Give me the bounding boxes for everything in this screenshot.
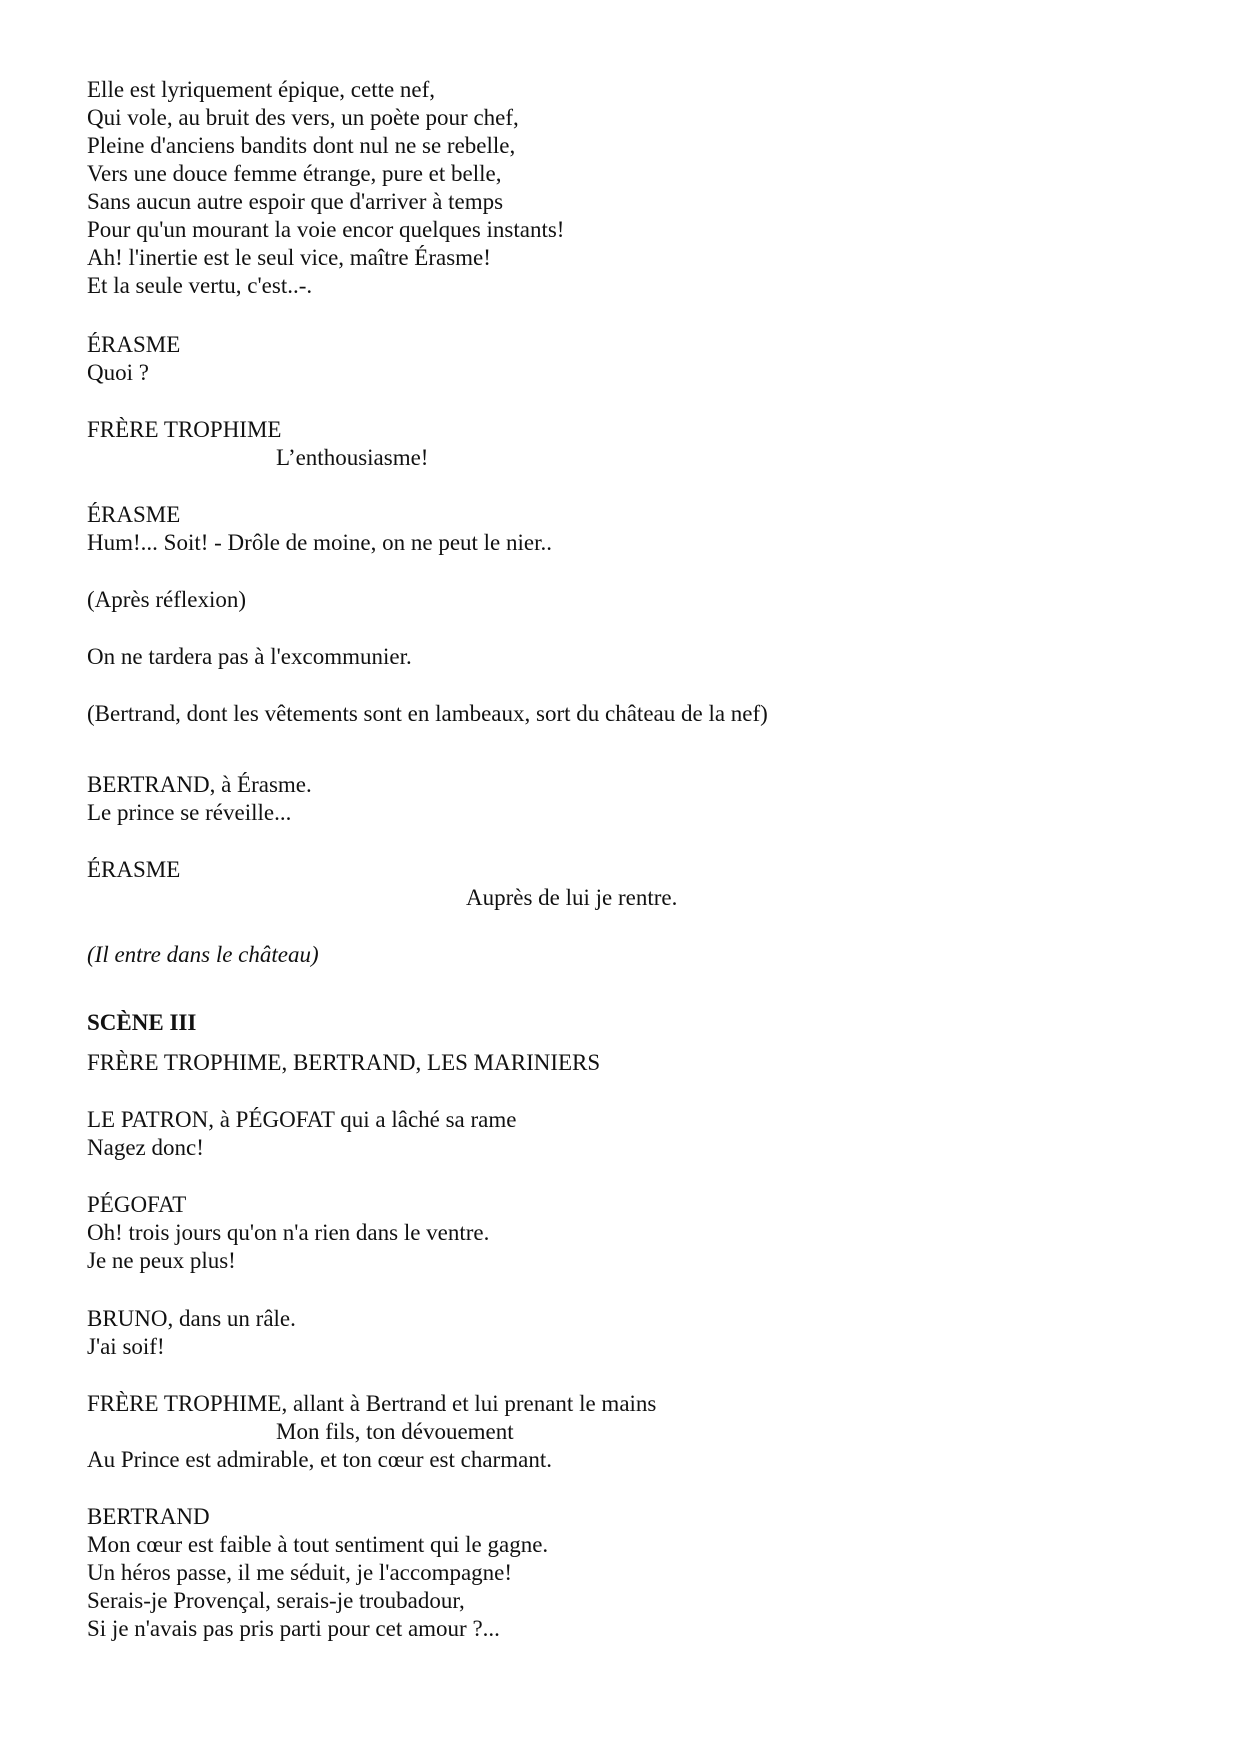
speaker-name: ÉRASME xyxy=(87,857,181,882)
verse-line: Pleine d'anciens bandits dont nul ne se rebelle, xyxy=(87,133,516,158)
verse-line: Qui vole, au bruit des vers, un poète pour chef, xyxy=(87,105,519,130)
speaker-name: ÉRASME xyxy=(87,502,181,527)
scene-title: SCÈNE III xyxy=(87,1010,197,1035)
dialogue-line: Quoi ? xyxy=(87,360,149,385)
verse-line: Et la seule vertu, c'est..-. xyxy=(87,273,313,298)
dialogue-line: Oh! trois jours qu'on n'a rien dans le ventre. xyxy=(87,1220,490,1245)
stage-direction: (Il entre dans le château) xyxy=(87,942,319,967)
verse-line: Pour qu'un mourant la voie encor quelques instants! xyxy=(87,217,565,242)
speaker-name: FRÈRE TROPHIME, allant à Bertrand et lui prenant le mains xyxy=(87,1391,657,1416)
speaker-name: ÉRASME xyxy=(87,332,181,357)
dialogue-line: J'ai soif! xyxy=(87,1334,165,1359)
dialogue-line: Un héros passe, il me séduit, je l'accompagne! xyxy=(87,1560,513,1585)
dialogue-line: Serais-je Provençal, serais-je troubadour, xyxy=(87,1588,465,1613)
dialogue-line: On ne tardera pas à l'excommunier. xyxy=(87,644,412,669)
stage-direction: (Après réflexion) xyxy=(87,587,247,612)
dialogue-line: Je ne peux plus! xyxy=(87,1248,236,1273)
dialogue-line: L’enthousiasme! xyxy=(276,445,429,470)
dialogue-line: Mon fils, ton dévouement xyxy=(276,1419,514,1444)
verse-line: Vers une douce femme étrange, pure et belle, xyxy=(87,161,502,186)
dialogue-line: Hum!... Soit! - Drôle de moine, on ne peut le nier.. xyxy=(87,530,553,555)
verse-line: Ah! l'inertie est le seul vice, maître Érasme! xyxy=(87,245,491,270)
speaker-name: BERTRAND xyxy=(87,1504,210,1529)
speaker-name: LE PATRON, à PÉGOFAT qui a lâché sa rame xyxy=(87,1107,517,1132)
verse-line: Sans aucun autre espoir que d'arriver à temps xyxy=(87,189,504,214)
speaker-name: BERTRAND, à Érasme. xyxy=(87,772,312,797)
verse-line: Elle est lyriquement épique, cette nef, xyxy=(87,77,436,102)
stage-direction: (Bertrand, dont les vêtements sont en lambeaux, sort du château de la nef) xyxy=(87,701,768,726)
speaker-name: FRÈRE TROPHIME xyxy=(87,417,282,442)
scene-characters: FRÈRE TROPHIME, BERTRAND, LES MARINIERS xyxy=(87,1050,601,1075)
dialogue-line: Si je n'avais pas pris parti pour cet amour ?... xyxy=(87,1616,500,1641)
dialogue-line: Au Prince est admirable, et ton cœur est charmant. xyxy=(87,1447,552,1472)
dialogue-line: Le prince se réveille... xyxy=(87,800,292,825)
dialogue-line: Auprès de lui je rentre. xyxy=(466,885,678,910)
dialogue-line: Mon cœur est faible à tout sentiment qui le gagne. xyxy=(87,1532,549,1557)
speaker-name: BRUNO, dans un râle. xyxy=(87,1306,296,1331)
speaker-name: PÉGOFAT xyxy=(87,1192,187,1217)
dialogue-line: Nagez donc! xyxy=(87,1135,204,1160)
